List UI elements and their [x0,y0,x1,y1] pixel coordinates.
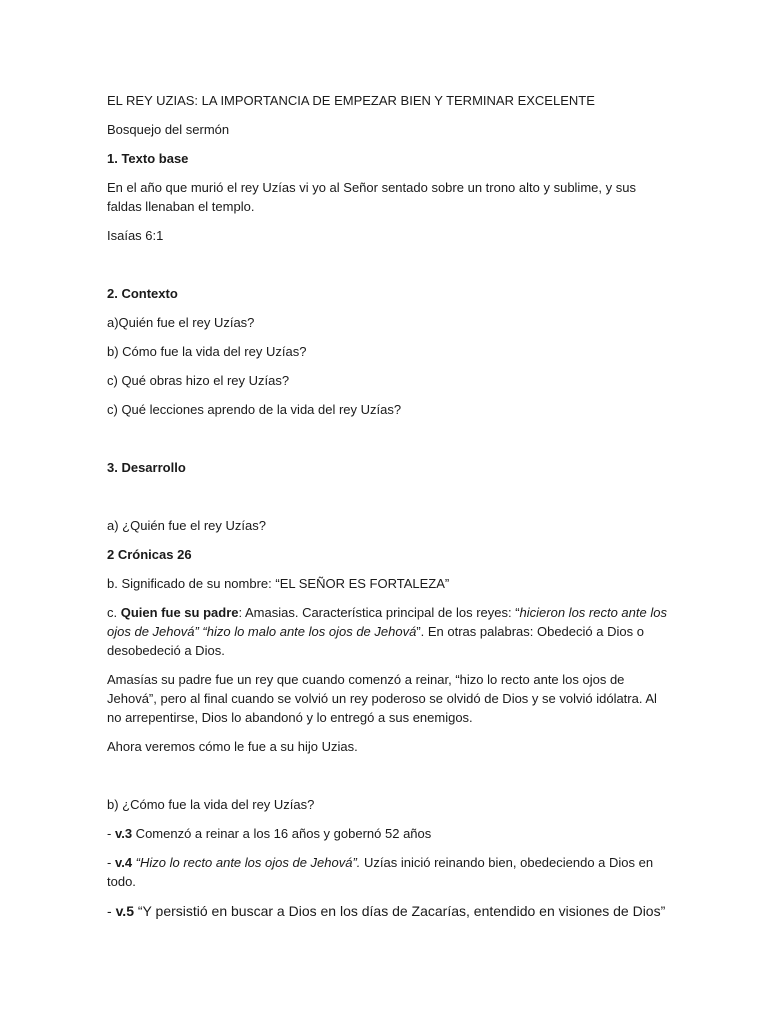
verse-point-v3 [107,824,668,843]
father-quote-2: hizo lo malo ante los ojos de Jehová [206,624,417,639]
v4-text: Uzías inició reinando bien, obedeciendo a Dios en todo. [107,855,654,889]
name-meaning-paragraph: b. Significado de su nombre: “EL SEÑOR ES FORTALEZA” [107,576,450,591]
context-question-4: c) Qué lecciones aprendo de la vida del rey Uzías? [107,402,402,417]
context-question-2: b) Cómo fue la vida del rey Uzías? [107,344,307,359]
father-label: Quien fue su padre [120,605,239,620]
scripture-reference-chronicles: 2 Crónicas 26 [107,547,192,562]
section-heading-contexto: 2. Contexto [107,286,178,301]
v4-dash: - [107,855,115,870]
context-question-1: a)Quién fue el rey Uzías? [107,315,255,330]
father-quote-1: hicieron los recto ante los ojos de Jehová [107,605,667,639]
v4-label: v.4 [114,855,133,870]
base-verse-paragraph: En el año que murió el rey Uzías vi yo al Señor sentado sobre un trono alto y sublime, y sus faldas llenaban el templo. [107,180,636,214]
father-text-1: : Amasias. Característica principal de los reyes: “ [238,605,520,620]
verse-point-v5 [107,902,668,921]
subsection-b-title: b) ¿Cómo fue la vida del rey Uzías? [107,797,315,812]
transition-paragraph: Ahora veremos cómo le fue a su hijo Uzias. [107,739,358,754]
section-heading-texto-base: 1. Texto base [107,151,189,166]
v3-text: Comenzó a reinar a los 16 años y gobernó 52 años [132,826,432,841]
context-question-3: c) Qué obras hizo el rey Uzías? [107,373,290,388]
verse-reference: Isaías 6:1 [107,228,164,243]
v5-label: v.5 [115,903,134,919]
v5-text: “Y persistió en buscar a Dios en los días de Zacarías, entendido en visiones de Dios” [134,903,666,919]
section-heading-desarrollo: 3. Desarrollo [107,460,186,475]
father-text-2: ” “ [194,624,207,639]
father-paragraph [107,603,668,660]
verse-point-v4 [107,853,668,891]
amasias-paragraph: Amasías su padre fue un rey que cuando comenzó a reinar, “hizo lo recto ante los ojos de Jehová”, pero al final cuando se volvió un rey poderoso se olvidó de Dios y se volvió idólatra. Al no arrepentirse, Dios lo abandonó y lo entregó a sus enemigos. [107,672,657,725]
father-prefix: c. [107,605,121,620]
subsection-a-title: a) ¿Quién fue el rey Uzías? [107,518,266,533]
document-title: EL REY UZIAS: LA IMPORTANCIA DE EMPEZAR BIEN Y TERMINAR EXCELENTE [107,93,595,108]
v4-quote: “Hizo lo recto ante los ojos de Jehová”. [132,855,361,870]
v3-label: v.3 [114,826,133,841]
v5-dash: - [107,903,116,919]
father-text-3: ”. En otras palabras: Obedeció a Dios o desobedeció a Dios. [107,624,644,658]
document-subtitle: Bosquejo del sermón [107,122,230,137]
v3-dash: - [107,826,115,841]
